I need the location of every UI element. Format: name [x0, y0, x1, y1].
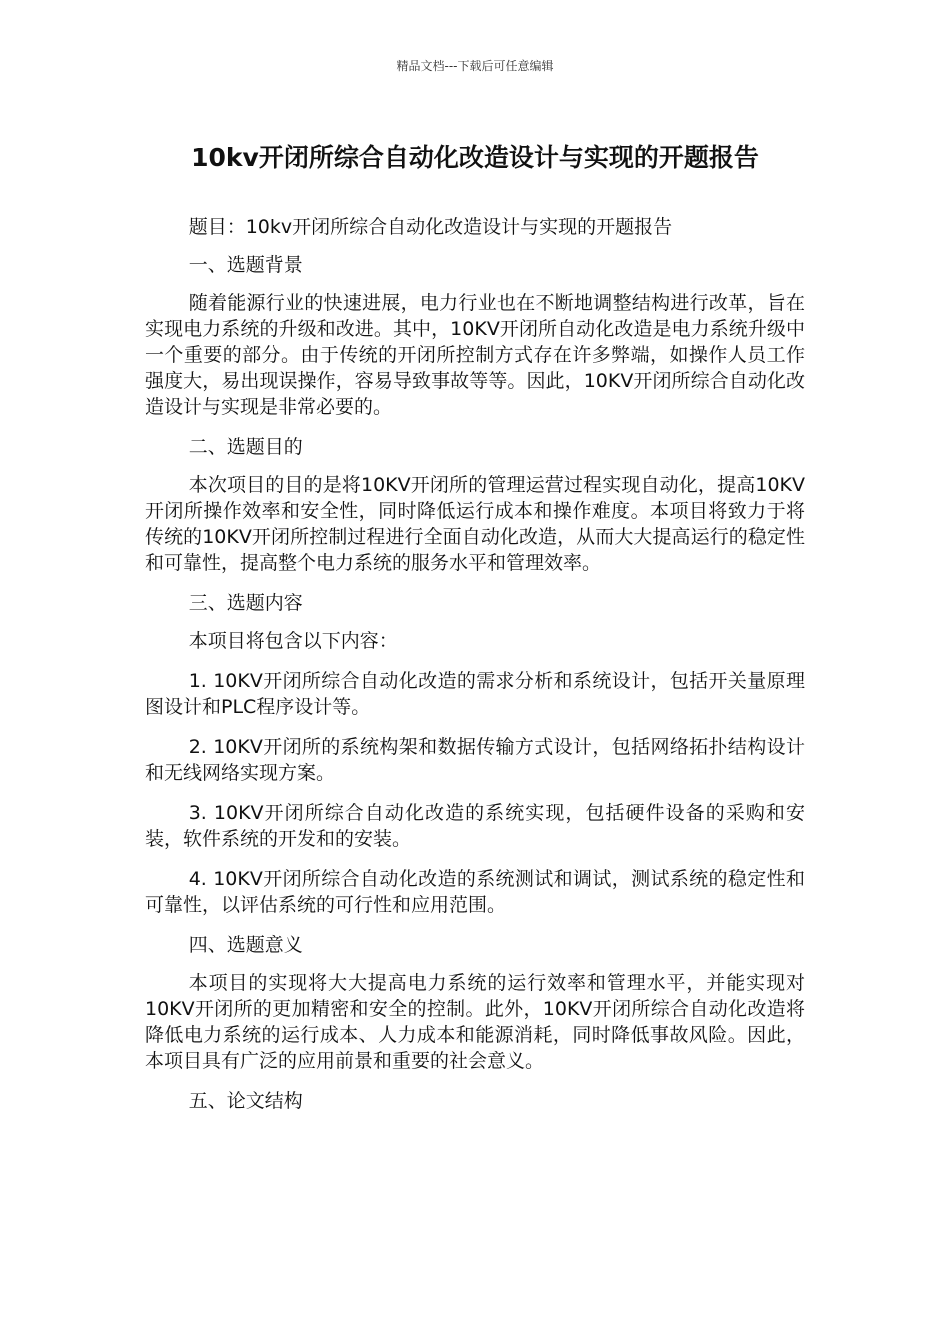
topic-line: 题目：10kv开闭所综合自动化改造设计与实现的开题报告 — [188, 216, 673, 238]
section-heading-significance: 四、选题意义 — [188, 934, 303, 956]
section-heading-background: 一、选题背景 — [188, 254, 303, 276]
document-title: 10kv开闭所综合自动化改造设计与实现的开题报告 — [191, 143, 759, 172]
section-heading-content: 三、选题内容 — [188, 592, 303, 614]
section-heading-structure: 五、论文结构 — [188, 1090, 303, 1112]
paragraph-purpose: 本次项目的目的是将10KV开闭所的管理运营过程实现自动化，提高10KV开闭所操作效率和安全性，同时降低运行成本和操作难度。本项目将致力于将传统的10KV开闭所控制过程进行全面自动化改造，从而大大提高运行的稳定性和可靠性，提高整个电力系统的服务水平和管理效率。 — [145, 474, 805, 574]
list-item-2: 2. 10KV开闭所的系统构架和数据传输方式设计，包括网络拓扑结构设计和无线网络实现方案。 — [145, 736, 805, 784]
paragraph-content-intro: 本项目将包含以下内容： — [188, 630, 398, 652]
paragraph-background: 随着能源行业的快速进展，电力行业也在不断地调整结构进行改革，旨在实现电力系统的升级和改进。其中，10KV开闭所自动化改造是电力系统升级中一个重要的部分。由于传统的开闭所控制方式存在许多弊端，如操作人员工作强度大，易出现误操作，容易导致事故等等。因此，10KV开闭所综合自动化改造设计与实现是非常必要的。 — [145, 292, 805, 418]
list-item-3: 3. 10KV开闭所综合自动化改造的系统实现，包括硬件设备的采购和安装，软件系统的开发和的安装。 — [145, 802, 805, 850]
document-body — [145, 214, 805, 1126]
section-heading-purpose: 二、选题目的 — [188, 436, 303, 458]
paragraph-significance: 本项目的实现将大大提高电力系统的运行效率和管理水平，并能实现对10KV开闭所的更加精密和安全的控制。此外，10KV开闭所综合自动化改造将降低电力系统的运行成本、人力成本和能源消耗，同时降低事故风险。因此，本项目具有广泛的应用前景和重要的社会意义。 — [145, 972, 805, 1072]
list-item-1: 1. 10KV开闭所综合自动化改造的需求分析和系统设计，包括开关量原理图设计和PLC程序设计等。 — [145, 670, 805, 718]
list-item-4: 4. 10KV开闭所综合自动化改造的系统测试和调试，测试系统的稳定性和可靠性，以评估系统的可行性和应用范围。 — [145, 868, 805, 916]
page-header: 精品文档---下载后可任意编辑 — [396, 59, 554, 73]
